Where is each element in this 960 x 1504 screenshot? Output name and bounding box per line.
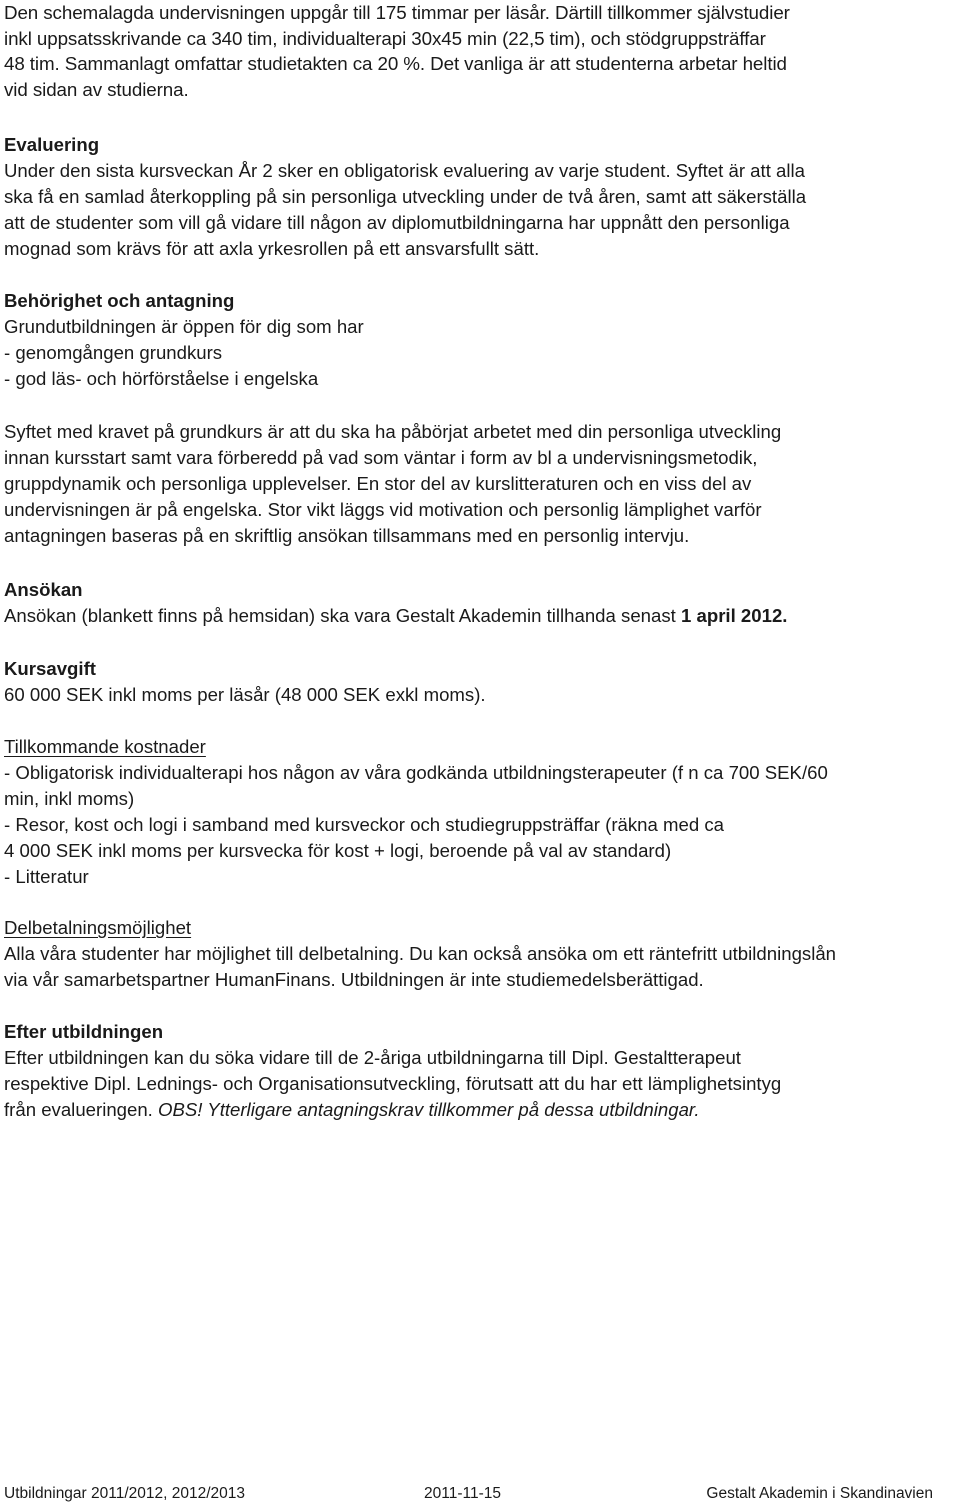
behorighet-line: - genomgången grundkurs [4,342,223,363]
kursavgift-section [4,656,958,708]
efter-section [4,1019,958,1123]
efter-line: respektive Dipl. Lednings- och Organisationsutveckling, förutsatt att du har ett lämplighetsintyg [4,1073,782,1094]
footer-right: Gestalt Akademin i Skandinavien [706,1485,933,1502]
evaluering-section [4,132,958,262]
ansokan-line [4,603,958,629]
syfte-paragraph [4,419,958,549]
delbetalning-section [4,915,958,993]
intro-line: 48 tim. Sammanlagt omfattar studietakten ca 20 %. Det vanliga är att studenterna arbetar heltid [4,53,787,74]
kursavgift-heading: Kursavgift [4,658,96,679]
tillkommande-line: - Litteratur [4,866,89,887]
efter-obs-note: OBS! Ytterligare antagningskrav tillkommer på dessa utbildningar. [158,1099,700,1120]
ansokan-text: Ansökan (blankett finns på hemsidan) ska vara Gestalt Akademin tillhanda senast [4,605,681,626]
tillkommande-line: - Resor, kost och logi i samband med kursveckor och studiegruppsträffar (räkna med ca [4,814,724,835]
delbetalning-heading: Delbetalningsmöjlighet [4,917,192,938]
tillkommande-line: min, inkl moms) [4,788,135,809]
intro-line: vid sidan av studierna. [4,78,189,100]
tillkommande-section [4,734,958,890]
ansokan-heading: Ansökan [4,579,83,600]
syfte-line: innan kursstart samt vara förberedd på vad som väntar i form av bl a undervisningsmetodik, [4,447,758,468]
delbetalning-line: via vår samarbetspartner HumanFinans. Utbildningen är inte studiemedelsberättigad. [4,969,704,990]
behorighet-line: - god läs- och hörförståelse i engelska [4,368,319,389]
ansokan-section [4,577,958,629]
behorighet-line: Grundutbildningen är öppen för dig som har [4,316,364,337]
intro-line: inkl uppsatsskrivande ca 340 tim, individualterapi 30x45 min (22,5 tim), och stödgruppsträffar [4,27,766,49]
evaluering-line: mognad som krävs för att axla yrkesrollen på ett ansvarsfullt sätt. [4,238,540,259]
evaluering-line: ska få en samlad återkoppling på sin personliga utveckling under de två åren, samt att säkerställa [4,186,807,207]
kursavgift-text: 60 000 SEK inkl moms per läsår (48 000 SEK exkl moms). [4,684,486,705]
evaluering-line: att de studenter som vill gå vidare till någon av diplomutbildningarna har uppnått den personliga [4,212,790,233]
behorighet-heading: Behörighet och antagning [4,290,235,311]
ansokan-deadline: 1 april 2012. [680,605,788,626]
tillkommande-line: 4 000 SEK inkl moms per kursvecka för kost + logi, beroende på val av standard) [4,840,672,861]
intro-line: Den schemalagda undervisningen uppgår till 175 timmar per läsår. Därtill tillkommer självstudier [4,2,790,23]
delbetalning-line: Alla våra studenter har möjlighet till delbetalning. Du kan också ansöka om ett räntefritt utbildningslån [4,943,837,964]
tillkommande-line: - Obligatorisk individualterapi hos någon av våra godkända utbildningsterapeuter (f n ca 700 SEK/60 [4,762,828,783]
tillkommande-heading: Tillkommande kostnader [4,736,206,757]
efter-line: Efter utbildningen kan du söka vidare till de 2-åriga utbildningarna till Dipl. Gestaltterapeut [4,1047,741,1068]
evaluering-heading: Evaluering [4,134,100,155]
evaluering-line: Under den sista kursveckan År 2 sker en obligatorisk evaluering av varje student. Syftet är att alla [4,160,805,181]
intro-paragraph [4,0,958,102]
efter-line [4,1097,958,1123]
footer-left: Utbildningar 2011/2012, 2012/2013 [4,1485,246,1502]
efter-heading: Efter utbildningen [4,1021,164,1042]
syfte-line: gruppdynamik och personliga upplevelser. En stor del av kurslitteraturen och en viss del av [4,473,752,494]
efter-last-text: från evalueringen. [4,1099,159,1120]
syfte-line: antagningen baseras på en skriftlig ansökan tillsammans med en personlig intervju. [4,525,690,546]
footer-date: 2011-11-15 [424,1485,501,1502]
syfte-line: Syftet med kravet på grundkurs är att du ska ha påbörjat arbetet med din personliga utveckling [4,421,782,442]
syfte-line: undervisningen är på engelska. Stor vikt läggs vid motivation och personlig lämplighet varför [4,499,762,520]
behorighet-section [4,288,958,392]
